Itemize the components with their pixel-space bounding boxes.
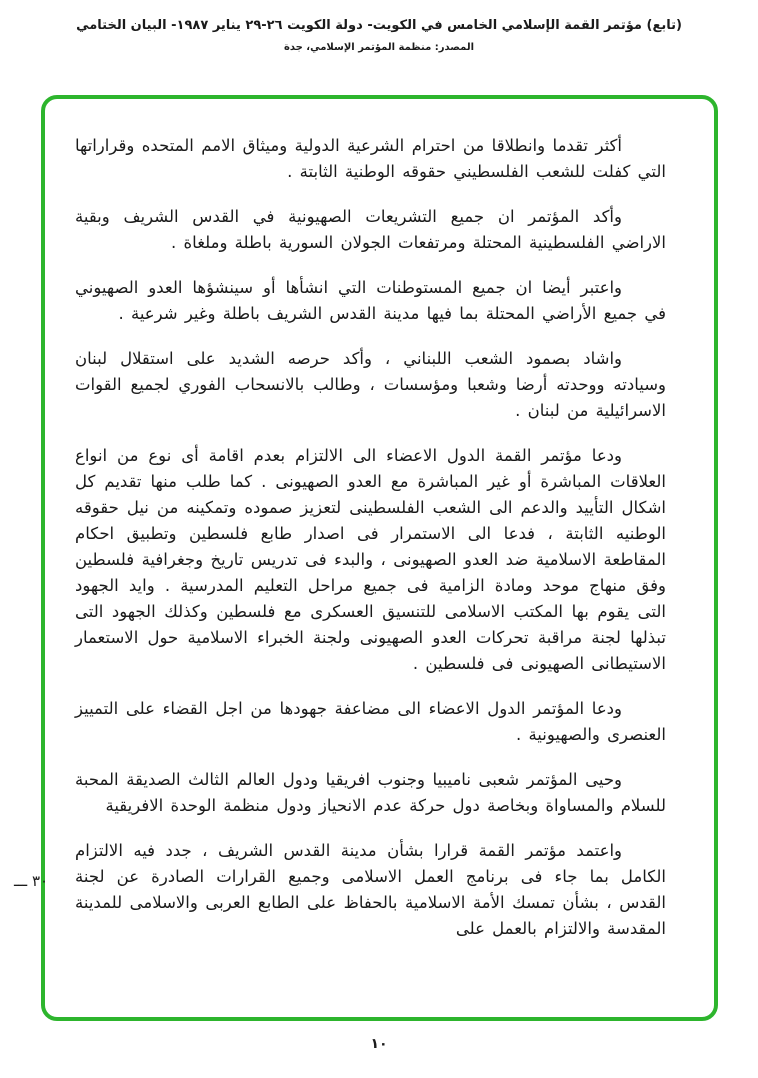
- paragraph-7: وحيى المؤتمر شعبى ناميبيا وجنوب افريقيا ودول العالم الثالث الصديقة المحبة للسلام والمساواة وبخاصة دول حركة عدم الانحياز ودول منظمة الوحدة الافريقية: [75, 770, 666, 815]
- paragraph-3: واعتبر أيضا ان جميع المستوطنات التي انشأها أو سينشؤها العدو الصهيوني في جميع الأراضي المحتلة بما فيها مدينة القدس الشريف باطلة وغير شرعية .: [75, 278, 666, 323]
- paragraph-6: ودعا المؤتمر الدول الاعضاء الى مضاعفة جهودها من اجل القضاء على التمييز العنصرى والصهيونية .: [75, 699, 666, 744]
- header-source: المصدر: منظمة المؤتمر الإسلامي، جدة: [283, 42, 475, 53]
- paragraph-4: واشاد بصمود الشعب اللبناني ، وأكد حرصه الشديد على استقلال لبنان وسيادته ووحدته أرضا وشعبا ومؤسسات ، وطالب بالانسحاب الفوري لجميع القوات الاسرائيلية من لبنان .: [75, 349, 666, 420]
- content-frame: [41, 95, 718, 1021]
- header-title: (تابع) مؤتمر القمة الإسلامي الخامس في الكويت- دولة الكويت ٢٦-٢٩ يناير ١٩٨٧- البيان الختامي: [76, 18, 682, 33]
- paragraph-1: أكثر تقدما وانطلاقا من احترام الشرعية الدولية وميثاق الامم المتحده وقراراتها التي كفلت للشعب الفلسطيني حقوقه الوطنية الثابتة .: [75, 136, 666, 181]
- document-header: [0, 18, 758, 53]
- paragraph-8: واعتمد مؤتمر القمة قرارا بشأن مدينة القدس الشريف ، جدد فيه الالتزام الكامل بما جاء فى برنامج العمل الاسلامى وجميع القرارات الصادرة عن لجنة القدس ، بشأن تمسك الأمة الاسلامية بالحفاظ على الطابع العربى والاسلامى للمدينة المقدسة والالتزام بالعمل على: [75, 841, 666, 938]
- paragraph-2: وأكد المؤتمر ان جميع التشريعات الصهيونية في القدس الشريف وبقية الاراضي الفلسطينية المحتلة ومرتفعات الجولان السورية باطلة وملغاة .: [75, 207, 666, 252]
- paragraph-5: ودعا مؤتمر القمة الدول الاعضاء الى الالتزام بعدم اقامة أى نوع من انواع العلاقات المباشرة أو غير المباشرة مع العدو الصهيونى . كما طلب منها تقديم كل اشكال التأييد والدعم الى الشعب الفلسطينى لتعزيز صموده وتمكينه من نيل حقوقه الوطنيه الثابتة ، فدعا الى الاستمرار فى اصدار طابع فلسطين وتطبيق احكام المقاطعة الاسلامية ضد العدو الصهيونى ، والبدء فى تدريس تاريخ وجغرافية فلسطين وفق منهاج موحد ومادة الزامية فى جميع مراحل التعليم المدرسية . وايد الجهود التى يقوم بها المكتب الاسلامى للتنسيق العسكرى مع فلسطين وكذلك الجهود التى تبذلها لجنة مراقبة تحركات العدو الصهيونى ولجنة الخبراء الاسلامية حول الاستعمار الاستيطانى الصهيونى فى فلسطين .: [75, 446, 666, 673]
- page-number: ١٠: [370, 1036, 388, 1052]
- body-text-block: [45, 99, 714, 979]
- item-number-30: ٣٠ ـــ: [14, 872, 49, 890]
